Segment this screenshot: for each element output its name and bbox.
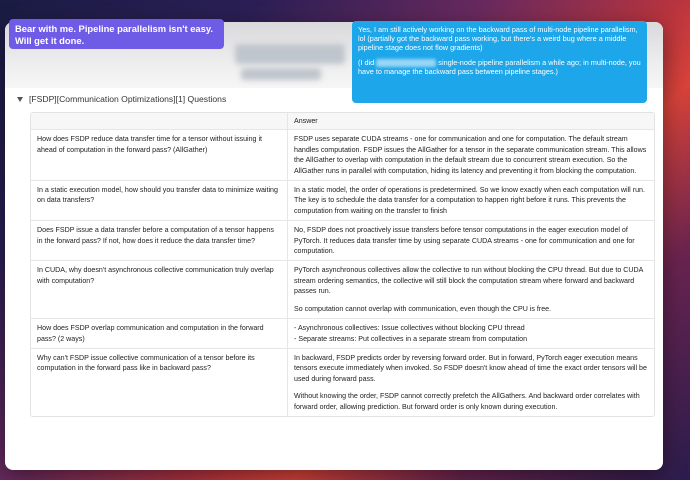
answer-paragraph: FSDP uses separate CUDA streams - one for communication and one for computation. The default stream handles computation. FSDP issues the AllGather for a tensor in the separate communication stream. This allows the AllGather to overlap with computation in the default stream due to concurrent stream execution. So the AllGather runs in parallel with computation, hiding its latency and preventing it from blocking the computation. — [294, 135, 647, 175]
table-row — [31, 130, 654, 181]
answer-cell — [288, 348, 655, 416]
chat-message: Yes, I am still actively working on the backward pass of multi-node pipeline parallelism, lol (partially got the backward pass working, but there's a weird bug where a middle pipeline stage does not flow gradients) — [358, 25, 638, 53]
header-question — [31, 113, 288, 130]
answer-cell — [288, 319, 655, 349]
question-cell: How does FSDP reduce data transfer time for a tensor without issuing it ahead of computation in the forward pass? (AllGather) — [31, 130, 288, 181]
answer-paragraph: So computation cannot overlap with communication, even though the CPU is free. — [294, 304, 552, 313]
question-cell: Does FSDP issue a data transfer before a computation of a tensor happens in the forward pass? If not, how does it reduce the data transfer time? — [31, 221, 288, 261]
table-row — [31, 221, 654, 261]
answer-cell — [288, 130, 655, 181]
redacted-link — [376, 59, 436, 67]
answer-cell — [288, 221, 655, 261]
chat-message-part: (I did — [358, 57, 375, 67]
answer-paragraph: No, FSDP does not proactively issue transfers before tensor computations in the eager execution model of PyTorch. It reduces data transfer time by using separate CUDA streams - one for communication and one for computation. — [294, 226, 635, 256]
redacted-area — [241, 68, 321, 80]
qa-table — [30, 112, 655, 417]
question-cell: How does FSDP overlap communication and computation in the forward pass? (2 ways) — [31, 319, 288, 349]
answer-paragraph: - Asynchronous collectives: Issue collectives without blocking CPU thread - Separate streams: Put collectives in a separate stream from computation — [294, 324, 528, 343]
table-row — [31, 261, 654, 319]
chat-message: Bear with me. Pipeline parallelism isn't easy. Will get it done. — [15, 23, 213, 46]
header-answer: Answer — [288, 113, 655, 130]
table-row — [31, 319, 654, 349]
chat-bubble-left — [9, 19, 224, 49]
table-row — [31, 348, 654, 416]
chat-message — [358, 58, 641, 76]
chat-message-part: single-node pipeline parallelism a while ago; in multi-node, you have to manage the backward pass between pipeline stages.) — [358, 57, 641, 76]
redacted-area — [235, 44, 345, 64]
answer-cell — [288, 181, 655, 221]
answer-paragraph: PyTorch asynchronous collectives allow the collective to run without blocking the CPU thread. But due to CUDA stream ordering semantics, the collective will still block the computation stream where forward and backward passes run. — [294, 266, 643, 296]
question-cell: In a static execution model, how should you transfer data to minimize waiting on data transfers? — [31, 181, 288, 221]
answer-cell — [288, 261, 655, 319]
table-row — [31, 181, 654, 221]
disclosure-triangle-icon[interactable] — [17, 97, 23, 102]
answer-paragraph: In backward, FSDP predicts order by reversing forward order. But in forward, PyTorch eager execution means tensors execute immediately when invoked. So FSDP doesn't know ahead of time the exact order tensors will be used during forward pass. — [294, 353, 647, 383]
answer-paragraph: Without knowing the order, FSDP cannot correctly prefetch the AllGathers. And backward order correlates with forward order, allowing prediction. But forward order is only known during execution. — [294, 392, 640, 411]
section-title: [FSDP][Communication Optimizations][1] Questions — [29, 94, 227, 104]
answer-paragraph: In a static model, the order of operations is predetermined. So we know exactly when each computation will run. The key is to schedule the data transfer for a computation to happen right before it runs. This prevents the computation from waiting on the transfer to finish — [294, 186, 645, 215]
section-header[interactable] — [17, 94, 226, 104]
question-cell: In CUDA, why doesn't asynchronous collective communication truly overlap with computation? — [31, 261, 288, 319]
table-header-row — [31, 113, 654, 130]
question-cell: Why can't FSDP issue collective communication of a tensor before its computation in the forward pass like in backward pass? — [31, 348, 288, 416]
chat-bubble-right — [352, 21, 647, 103]
